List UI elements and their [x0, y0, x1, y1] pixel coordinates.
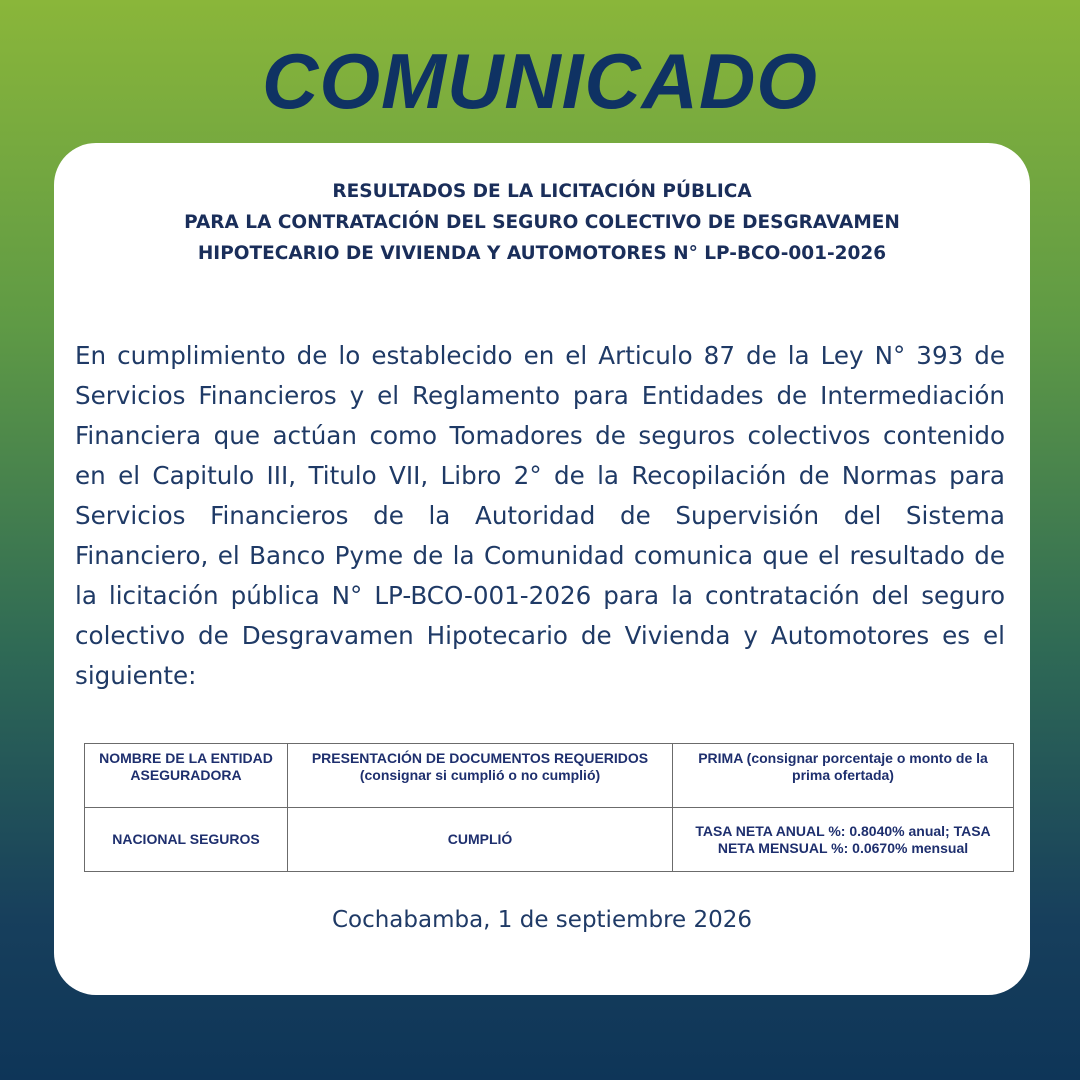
- announcement-title: [54, 176, 1030, 269]
- title-line: HIPOTECARIO DE VIVIENDA Y AUTOMOTORES N° LP-BCO-001-2026: [197, 243, 887, 264]
- headline-title: COMUNICADO: [262, 37, 818, 125]
- header-entity: NOMBRE DE LA ENTIDAD ASEGURADORA: [85, 744, 288, 808]
- announcement-body: En cumplimiento de lo establecido en el Articulo 87 de la Ley N° 393 de Servicios Financieros y el Reglamento para Entidades de Intermediación Financiera que actúan como Tomadores de seguros colectivos contenido en el Capitulo III, Titulo VII, Libro 2° de la Recopilación de Normas para Servicios Financieros de la Autoridad de Supervisión del Sistema Financiero, el Banco Pyme de la Comunidad comunica que el resultado de la licitación pública N° LP-BCO-001-2026 para la contratación del seguro colectivo de Desgravamen Hipotecario de Vivienda y Automotores es el siguiente:: [75, 341, 1005, 690]
- cell-entity: NACIONAL SEGUROS: [85, 808, 288, 872]
- cell-documents: CUMPLIÓ: [288, 808, 673, 872]
- table-row: [85, 808, 1014, 872]
- title-line: RESULTADOS DE LA LICITACIÓN PÚBLICA: [332, 181, 752, 202]
- header-premium: PRIMA (consignar porcentaje o monto de la prima ofertada): [673, 744, 1014, 808]
- announcement-card: [54, 143, 1030, 995]
- results-table: [84, 743, 1014, 872]
- cell-premium: TASA NETA ANUAL %: 0.8040% anual; TASA NETA MENSUAL %: 0.0670% mensual: [673, 808, 1014, 872]
- header-documents: PRESENTACIÓN DE DOCUMENTOS REQUERIDOS (consignar si cumplió o no cumplió): [288, 744, 673, 808]
- footer-date: Cochabamba, 1 de septiembre 2026: [331, 907, 753, 933]
- table-header-row: [85, 744, 1014, 808]
- title-line: PARA LA CONTRATACIÓN DEL SEGURO COLECTIVO DE DESGRAVAMEN: [184, 212, 900, 233]
